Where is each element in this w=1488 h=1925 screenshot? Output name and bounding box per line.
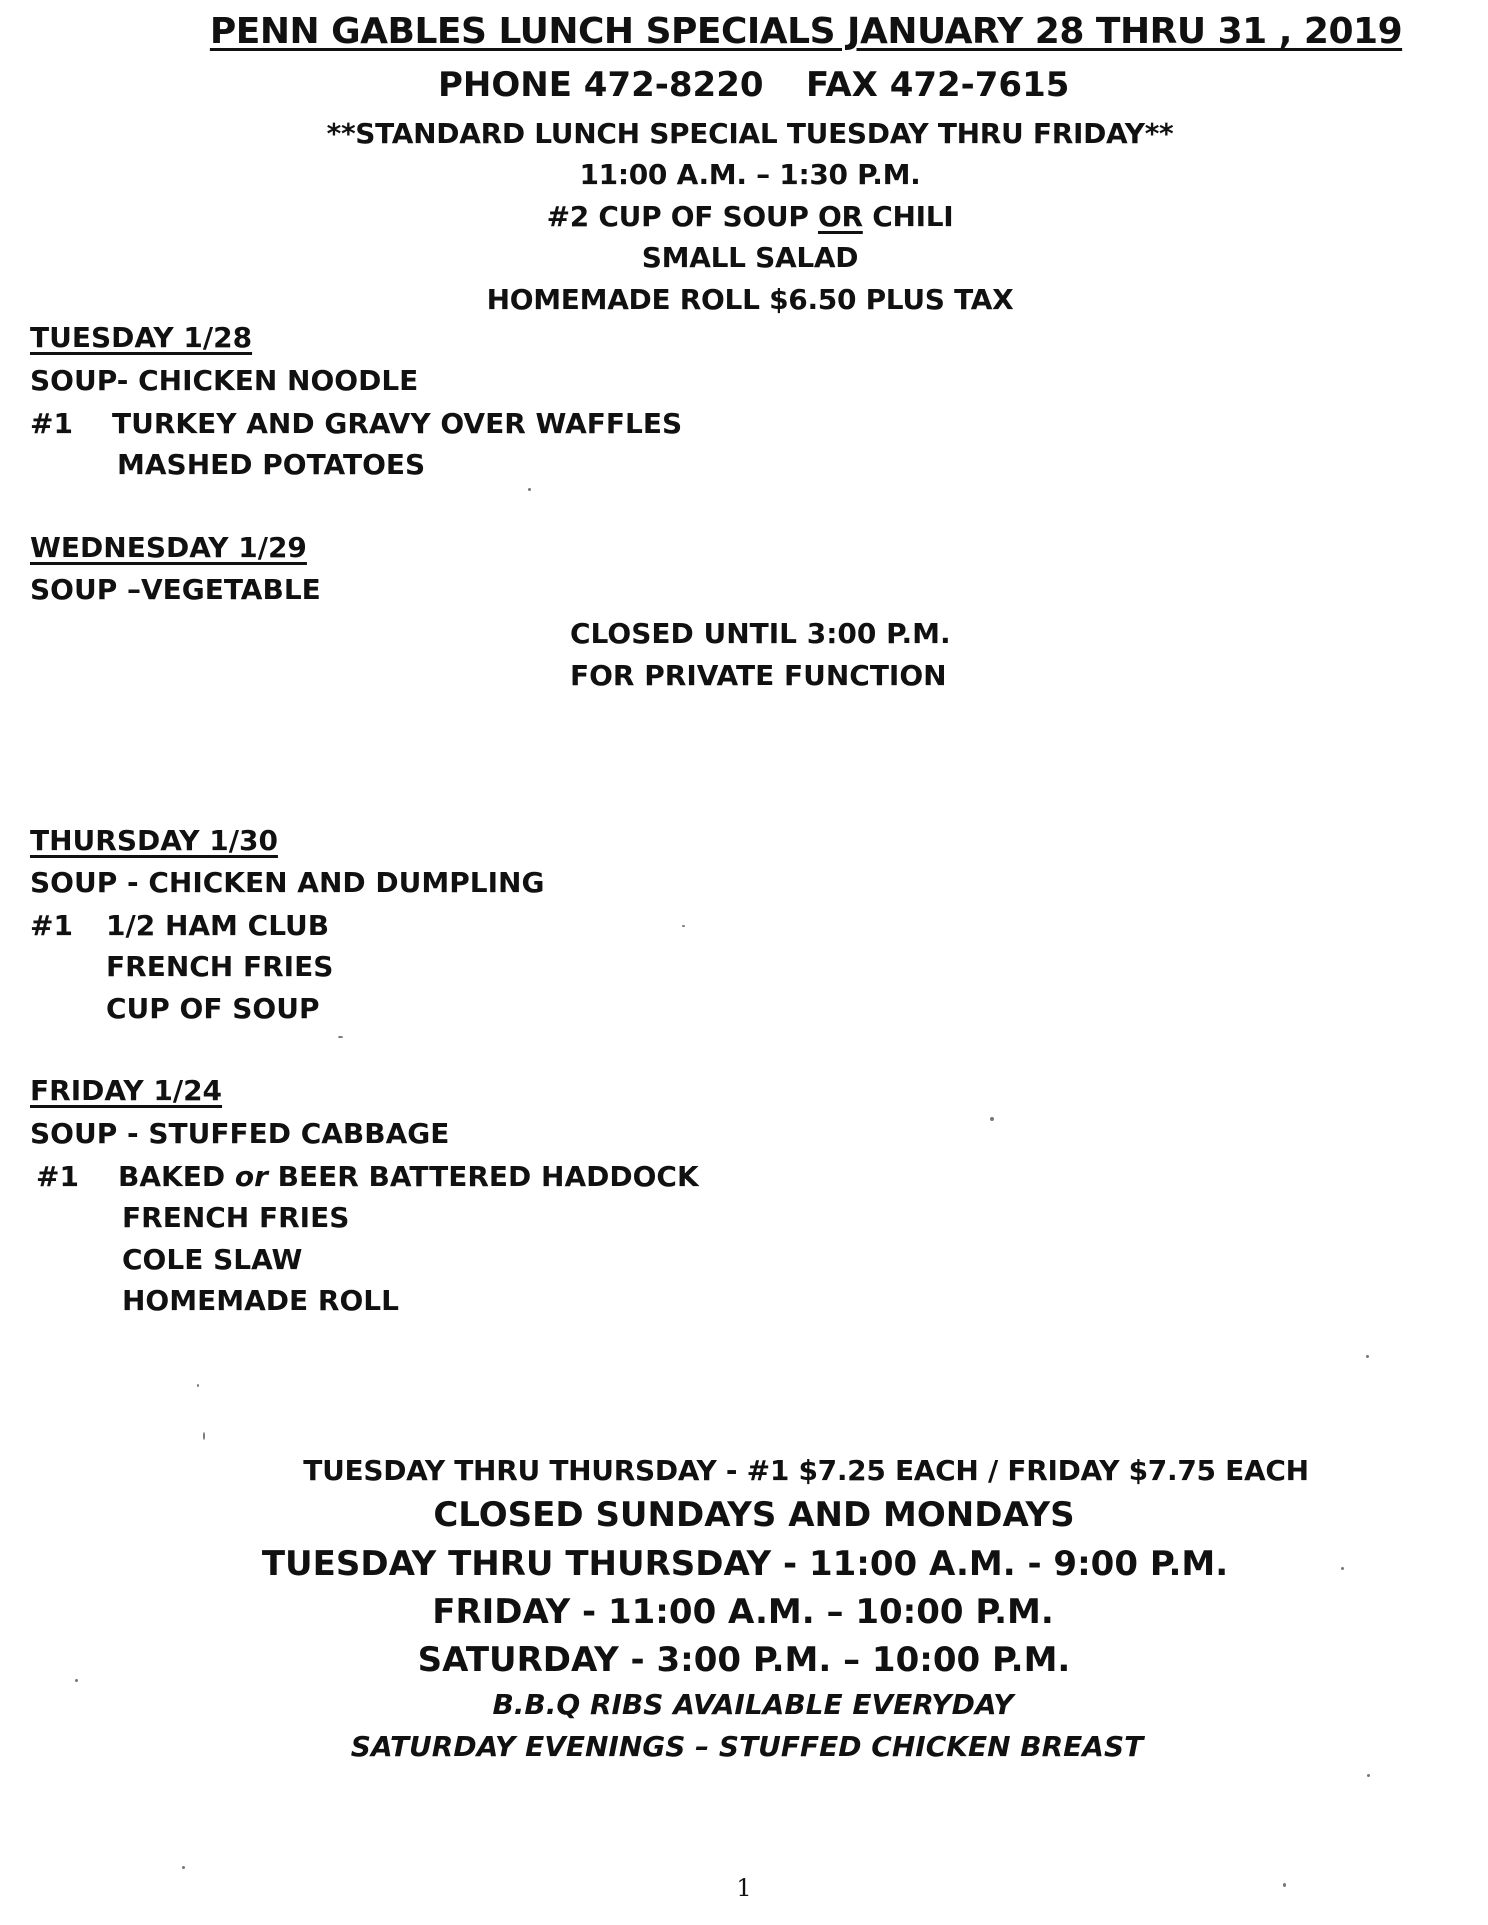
standard-special-salad: SMALL SALAD <box>641 241 859 274</box>
tuesday-number: #1 <box>30 407 73 440</box>
friday-item-1-post: BEER BATTERED HADDOCK <box>267 1160 699 1193</box>
fax-number: FAX 472-7615 <box>806 65 1070 105</box>
wednesday-heading: WEDNESDAY 1/29 <box>30 531 307 564</box>
wednesday-soup: SOUP –VEGETABLE <box>30 573 321 606</box>
scan-speck <box>75 1679 78 1682</box>
saturday-evening-special: SATURDAY EVENINGS – STUFFED CHICKEN BREAST <box>350 1730 1144 1763</box>
scan-speck <box>203 1432 205 1440</box>
thursday-item-3: CUP OF SOUP <box>106 992 320 1025</box>
thursday-item-1: 1/2 HAM CLUB <box>106 909 330 942</box>
friday-item-1-pre: BAKED <box>118 1160 235 1193</box>
scan-speck <box>182 1866 185 1869</box>
page-title: PENN GABLES LUNCH SPECIALS JANUARY 28 THRU 31 , 2019 <box>209 11 1403 52</box>
scan-speck <box>528 488 531 491</box>
standard-special-heading: **STANDARD LUNCH SPECIAL TUESDAY THRU FRIDAY** <box>326 117 1174 150</box>
phone-number: PHONE 472-8220 <box>438 65 764 105</box>
friday-item-3: COLE SLAW <box>122 1243 303 1276</box>
friday-item-1-or: or <box>234 1160 268 1193</box>
standard-item-or: OR <box>818 200 863 233</box>
friday-number: #1 <box>36 1160 79 1193</box>
hours-saturday: SATURDAY - 3:00 P.M. – 10:00 P.M. <box>417 1640 1071 1680</box>
friday-item-4: HOMEMADE ROLL <box>122 1284 399 1317</box>
standard-item-post: CHILI <box>862 200 954 233</box>
page-number: 1 <box>736 1874 752 1902</box>
wednesday-closed-notice: CLOSED UNTIL 3:00 P.M. <box>570 617 951 650</box>
tuesday-soup: SOUP- CHICKEN NOODLE <box>30 364 419 397</box>
thursday-number: #1 <box>30 909 73 942</box>
hours-tuesday-thursday: TUESDAY THRU THURSDAY - 11:00 A.M. - 9:00 P.M. <box>261 1544 1229 1584</box>
tuesday-heading: TUESDAY 1/28 <box>30 321 253 354</box>
friday-soup: SOUP - STUFFED CABBAGE <box>30 1117 450 1150</box>
tuesday-item-2: MASHED POTATOES <box>117 448 426 481</box>
friday-item-2: FRENCH FRIES <box>122 1201 350 1234</box>
scan-speck <box>1283 1883 1286 1887</box>
scan-speck <box>1341 1567 1344 1570</box>
standard-item-pre: #2 CUP OF SOUP <box>546 200 819 233</box>
scan-speck <box>682 925 685 927</box>
closed-days: CLOSED SUNDAYS AND MONDAYS <box>433 1495 1075 1535</box>
standard-special-roll-price: HOMEMADE ROLL $6.50 PLUS TAX <box>486 283 1014 316</box>
ribs-notice: B.B.Q RIBS AVAILABLE EVERYDAY <box>492 1688 1014 1721</box>
thursday-heading: THURSDAY 1/30 <box>30 824 278 857</box>
thursday-soup: SOUP - CHICKEN AND DUMPLING <box>30 866 545 899</box>
standard-special-soup-or-chili <box>546 200 954 233</box>
scan-speck <box>1367 1774 1370 1777</box>
scan-speck <box>990 1117 994 1121</box>
standard-special-hours: 11:00 A.M. – 1:30 P.M. <box>579 158 921 191</box>
scan-speck <box>197 1384 199 1387</box>
scan-speck <box>338 1036 343 1038</box>
pricing-line: TUESDAY THRU THURSDAY - #1 $7.25 EACH / FRIDAY $7.75 EACH <box>303 1454 1309 1487</box>
tuesday-item-1: TURKEY AND GRAVY OVER WAFFLES <box>112 407 683 440</box>
scan-speck <box>1366 1355 1369 1358</box>
hours-friday: FRIDAY - 11:00 A.M. – 10:00 P.M. <box>432 1592 1054 1632</box>
friday-item-1 <box>118 1160 699 1193</box>
wednesday-private-function: FOR PRIVATE FUNCTION <box>570 659 947 692</box>
thursday-item-2: FRENCH FRIES <box>106 950 334 983</box>
friday-heading: FRIDAY 1/24 <box>30 1074 223 1107</box>
